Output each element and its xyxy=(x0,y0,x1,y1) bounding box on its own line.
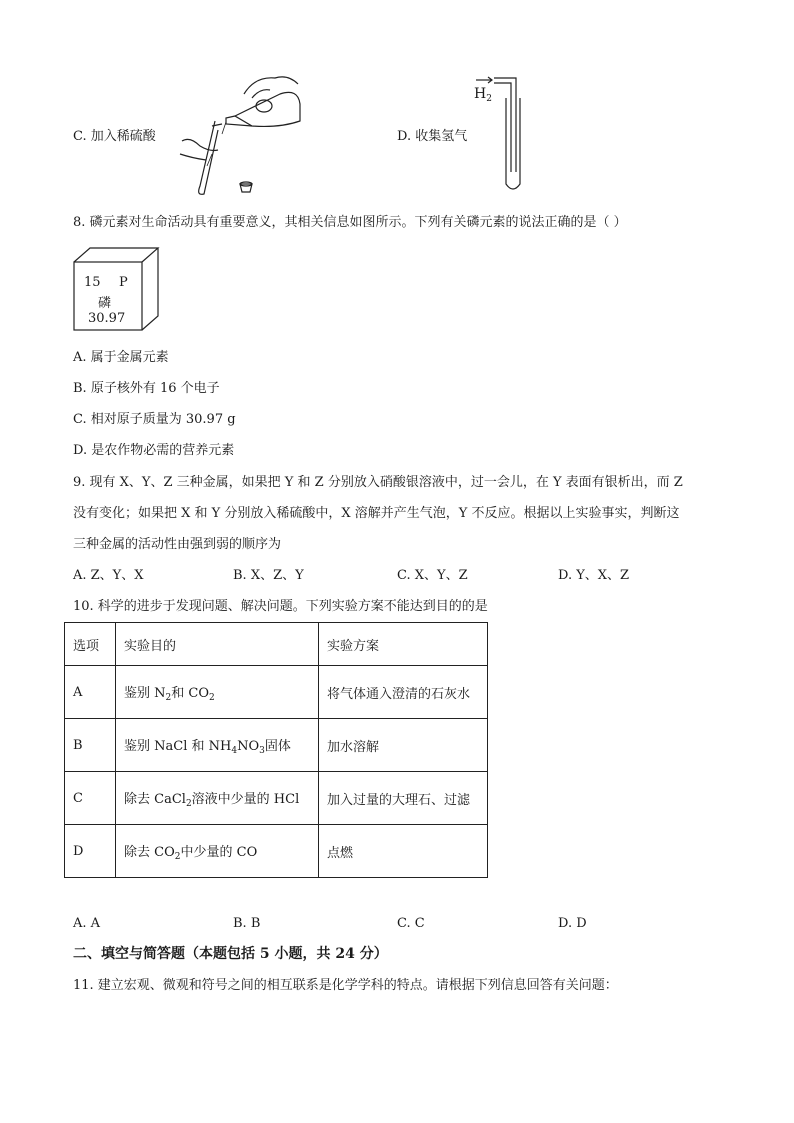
table-row xyxy=(65,825,488,878)
q9-line-1: 9. 现有 X、Y、Z 三种金属，如果把 Y 和 Z 分别放入硝酸银溶液中，过一会儿，在 Y 表面有银析出，而 Z xyxy=(73,475,683,490)
element-symbol: P xyxy=(119,275,128,290)
q9-option-d: D. Y、X、Z xyxy=(558,568,630,583)
q9-option-b: B. X、Z、Y xyxy=(233,568,304,583)
add-acid-illustration xyxy=(160,66,310,196)
q9-option-c: C. X、Y、Z xyxy=(397,568,468,583)
q8-option-d: D. 是农作物必需的营养元素 xyxy=(73,443,235,458)
q10-option-d: D. D xyxy=(558,916,587,931)
row-option: C xyxy=(65,772,116,825)
row-option: B xyxy=(65,719,116,772)
header-plan: 实验方案 xyxy=(319,623,488,666)
row-purpose: 鉴别 $N_2$和 $CO_2$ xyxy=(116,666,319,719)
experiment-table xyxy=(64,622,488,878)
q8-option-a: A. 属于金属元素 xyxy=(73,350,169,365)
q9-line-2: 没有变化；如果把 X 和 Y 分别放入稀硫酸中，X 溶解并产生气泡，Y 不反应。根据以上实验事实，判断这 xyxy=(73,506,680,521)
row-plan: 点燃 xyxy=(319,825,488,878)
section-title: 二、填空与简答题（本题包括 5 小题，共 24 分） xyxy=(73,946,388,962)
row-plan: 加水溶解 xyxy=(319,719,488,772)
q11-stem: 11. 建立宏观、微观和符号之间的相互联系是化学学科的特点。请根据下列信息回答有关问题： xyxy=(73,978,618,993)
element-name: 磷 xyxy=(98,296,112,311)
q10-option-b: B. B xyxy=(233,916,261,931)
q10-option-c: C. C xyxy=(397,916,425,931)
table-row xyxy=(65,666,488,719)
h2-label: $H_2$ xyxy=(474,86,492,104)
q10-option-a: A. A xyxy=(73,916,101,931)
row-plan: 将气体通入澄清的石灰水 xyxy=(319,666,488,719)
q8-option-b: B. 原子核外有 16 个电子 xyxy=(73,381,220,396)
table-header-row xyxy=(65,623,488,666)
element-atomic-mass: 30.97 xyxy=(88,311,126,326)
q8-option-c: C. 相对原子质量为 30.97 g xyxy=(73,412,236,427)
header-option: 选项 xyxy=(65,623,116,666)
row-plan: 加入过量的大理石、过滤 xyxy=(319,772,488,825)
header-purpose: 实验目的 xyxy=(116,623,319,666)
q9-option-a: A. Z、Y、X xyxy=(73,568,144,583)
row-purpose: 除去 CaCl$_2$溶液中少量的 HCl xyxy=(116,772,319,825)
q8-stem: 8. 磷元素对生命活动具有重要意义，其相关信息如图所示。下列有关磷元素的说法正确的是（ ） xyxy=(73,215,627,230)
option-c-label: C. 加入稀硫酸 xyxy=(73,129,156,144)
table-row xyxy=(65,719,488,772)
table-row xyxy=(65,772,488,825)
row-purpose: 除去 $CO_2$中少量的 CO xyxy=(116,825,319,878)
row-purpose: 鉴别 NaCl 和 $NH_4NO_3$固体 xyxy=(116,719,319,772)
q10-stem: 10. 科学的进步于发现问题、解决问题。下列实验方案不能达到目的的是 xyxy=(73,599,488,614)
row-option: D xyxy=(65,825,116,878)
row-option: A xyxy=(65,666,116,719)
q9-line-3: 三种金属的活动性由强到弱的顺序为 xyxy=(73,537,282,552)
element-atomic-number: 15 xyxy=(84,275,101,290)
option-d-label: D. 收集氢气 xyxy=(397,129,468,144)
